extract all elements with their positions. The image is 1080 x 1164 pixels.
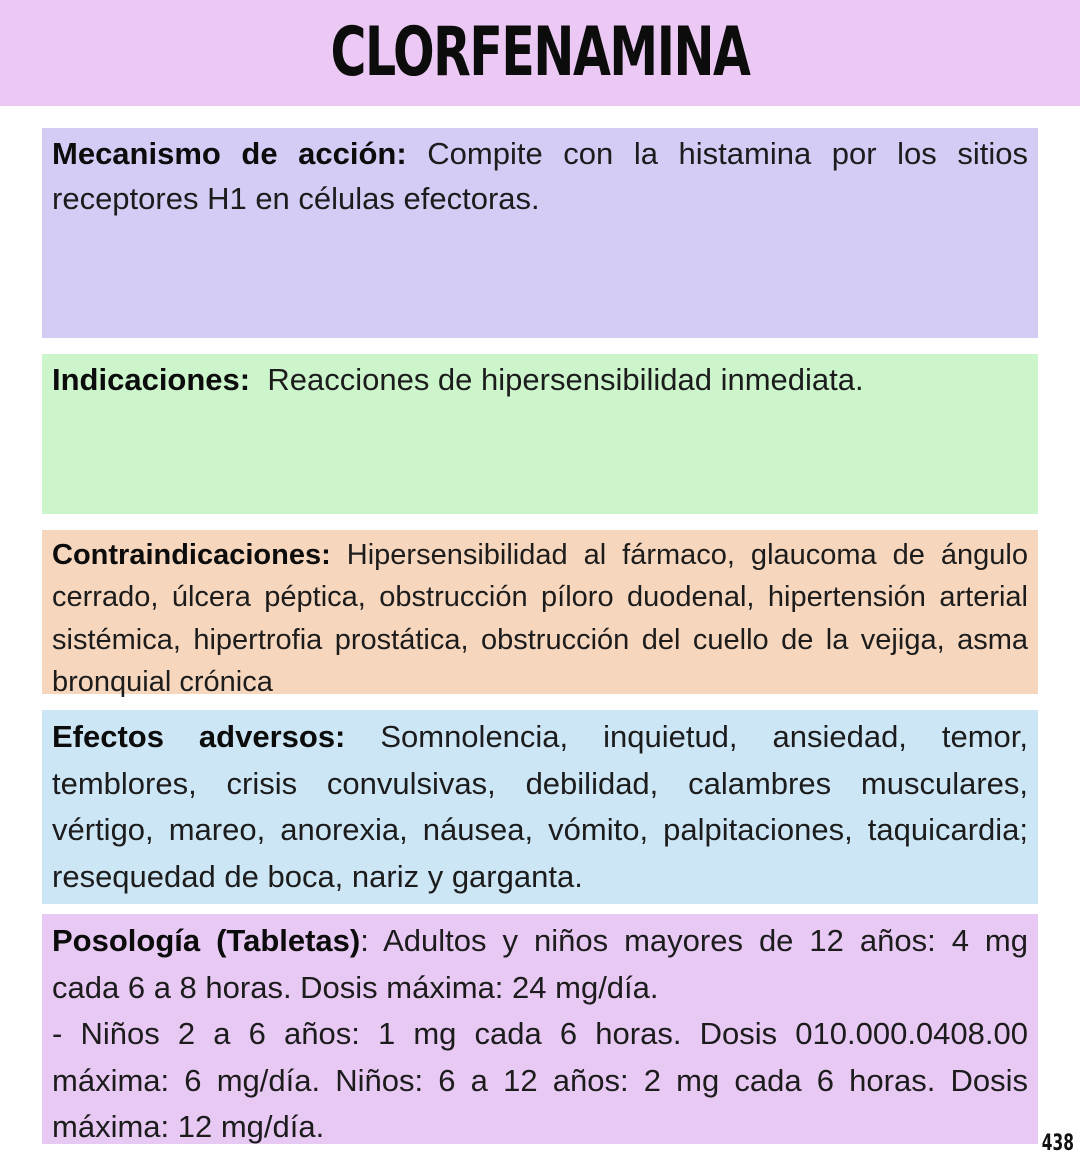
- section-mecanismo: [42, 128, 1038, 338]
- contraindicaciones-paragraph: [52, 534, 1028, 703]
- mecanismo-text: Compite con la histamina por los sitios receptores H1 en células efectoras.: [52, 136, 1028, 216]
- indicaciones-text: Reacciones de hipersensibilidad inmediata.: [267, 362, 864, 397]
- title-banner: [0, 0, 1080, 106]
- section-posologia: [42, 914, 1038, 1144]
- efectos-label: Efectos adversos:: [52, 719, 346, 754]
- mecanismo-label: Mecanismo de acción:: [52, 136, 407, 171]
- page-title: CLORFENAMINA: [330, 13, 750, 92]
- mecanismo-paragraph: [52, 132, 1028, 222]
- efectos-text: Somnolencia, inquietud, ansiedad, temor, temblores, crisis convulsivas, debilidad, calambres musculares, vértigo, mareo, anorexia, náusea, vómito, palpitaciones, taquicardia; resequedad de boca, nariz y garganta.: [52, 719, 1028, 894]
- page-number: 438: [1041, 1131, 1074, 1156]
- posologia-paragraph-2: - Niños 2 a 6 años: 1 mg cada 6 horas. Dosis 010.000.0408.00 máxima: 6 mg/día. Niños: 6 a 12 años: 2 mg cada 6 horas. Dosis máxima: 12 mg/día.: [52, 1016, 1028, 1144]
- section-efectos-adversos: [42, 710, 1038, 904]
- indicaciones-label: Indicaciones:: [52, 362, 251, 397]
- efectos-paragraph: [52, 714, 1028, 900]
- contraindicaciones-label: Contraindicaciones:: [52, 539, 331, 571]
- section-indicaciones: [42, 354, 1038, 514]
- contraindicaciones-text: Hipersensibilidad al fármaco, glaucoma de ángulo cerrado, úlcera péptica, obstrucción píloro duodenal, hipertensión arterial sistémica, hipertrofia prostática, obstrucción del cuello de la vejiga, asma bronquial crónica: [52, 539, 1028, 698]
- section-contraindicaciones: [42, 530, 1038, 698]
- posologia-label: Posología (Tabletas): [52, 923, 361, 958]
- posologia-text: : Adultos y niños mayores de 12 años: 4 mg cada 6 a 8 horas. Dosis máxima: 24 mg/día.: [52, 923, 1028, 1005]
- indicaciones-paragraph: [52, 358, 1028, 403]
- posologia-paragraph: [52, 918, 1028, 1011]
